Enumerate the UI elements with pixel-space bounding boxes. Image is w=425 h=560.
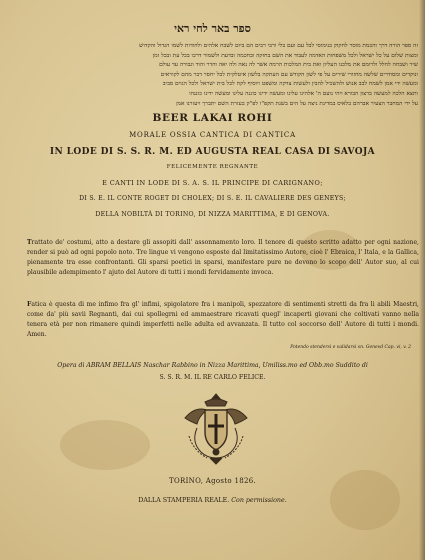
author-line: Opera di ABRAM BELLAIS Naschar Rabbino in Nizza Marittima, Umiliss.mo ed Obb.mo Suddito di bbox=[57, 362, 368, 369]
dedication-line: IN LODE DI S. S. R. M. ED AUGUSTA REAL CASA DI SAVOJA bbox=[49, 147, 376, 157]
nobilta-line: DELLA NOBILTÀ DI TORINO, DI NIZZA MARITTIMA, E DI GENOVA. bbox=[95, 211, 330, 218]
paper-stain bbox=[60, 420, 150, 470]
paragraph-one-text: rattato de' costumi, atto a destare gli assopiti dall' assonnamento loro. Il tenore di questo scritto adatto per ogni nazione, render si può ad ogni popolo noto. Tre lingue vi vengono esposte dal limitatissimo Autore, cioè l' Ebraica, l' Itala, e la Gallica, pienamente tra esse confrontanti. Gli sparsi poetici in sparsi, manifestare pure ne devono lo scopo dell' Autor suo, al cui plausibile adempimento l' ajuto del Autore di tutti i mondi fervidamente invoca. bbox=[27, 239, 419, 276]
printer-name: DALLA STAMPERIA REALE. bbox=[138, 497, 230, 504]
page-edge-shadow bbox=[419, 0, 425, 560]
printer-permission: Con permissione. bbox=[231, 497, 287, 504]
place-date: TORINO, Agosto 1826. bbox=[169, 477, 256, 485]
felicemente-line: FELICEMENTE REGNANTE bbox=[166, 164, 259, 170]
main-title: BEER LAKAI ROHI bbox=[152, 112, 273, 124]
hebrew-line: ומעשה ידי אמן לשמח לבב אנוש ולהשכיל להבין ולעשות צדקה ומשפט ויוסיף לקח לכל בית ישראל ולכל הגוים סביב bbox=[162, 81, 418, 88]
permission-note: Potendo stendersi e validarsi sn. Genevd Cap. vi, v. 2 bbox=[290, 345, 411, 350]
hebrew-line: ותצא הלכה למעשה ברצון הבורא ויהי נועם ה' אלהינו עלינו ומעשה ידינו כוננה עלינו ומעשה ידינו כוננהו bbox=[189, 90, 418, 97]
drop-cap: F bbox=[27, 301, 32, 308]
hebrew-title: ספר באר לחי ראי bbox=[174, 22, 251, 35]
printer-line bbox=[0, 497, 425, 504]
hebrew-line: ונוקדים ומסודרים שלשה מחזורי שירים על פי לשון הקודש עם העתקה בלשון איטלקית לבל יחסר דבר מהם לקוראים bbox=[160, 71, 418, 78]
hebrew-introduction bbox=[28, 42, 418, 118]
subtitle: MORALE OSSIA CANTICA DI CANTICA bbox=[129, 131, 296, 139]
paragraph-one bbox=[27, 238, 419, 278]
hebrew-line: זה ספר הורה דרך והכמת מוסר לחקוק בנימוסי לבל עם ועם בלי ורבי רבים הם ביום לשבח אלהים ולהודות לשמו הגדול והקדוש bbox=[139, 43, 418, 49]
paragraph-two-text: atica è questa di me infimo fra gl' infimi, spigolatore fra i manipoli, spezzatore di sentimenti stretti da fra li abili Maestri, come da' più savii Regnanti, dai cui spollegrni ed ammaestrare ricavati quegl' incaperti giovani che coltivati vanno nella tenera età per non rimanere quindi imperfetti nelle adulta ed avvanzata. Il tutto col soccorso dell' Autore di tutti i mondi. Amen. bbox=[27, 301, 419, 338]
hebrew-line: ומצות שלום על כל ישראל ולכל משפחות האדמה לעבוד את השם בחזקה ובחכמה ובדעת ולשמור דרכו בכל עת ובכל זמן bbox=[152, 52, 418, 59]
king-line: S. S. R. M. IL RE CARLO FELICE. bbox=[159, 374, 266, 381]
paragraph-two bbox=[27, 300, 419, 340]
principe-line: E CANTI IN LODE DI S. A. S. IL PRINCIPE DI CARIGNANO; bbox=[102, 179, 323, 187]
drop-cap: T bbox=[27, 239, 32, 246]
conti-line: DI S. E. IL CONTE ROGET DI CHOLEX; DI S. E. IL CAVALIERE DES GENEYS; bbox=[79, 195, 346, 202]
savoy-coat-of-arms-icon bbox=[177, 388, 255, 466]
hebrew-line: על ידי המחבר הצעיר אברהם בלאיס במדינת ניצה על הים בשנת תקפ"ו לפ"ק בעזרת השם יתברך ויעזרנו אמן bbox=[176, 100, 418, 107]
hebrew-line: שיר ושבחה להלל ולרומם את מלכנו העליון ואת בית המלכות הרמה אשר לה נאה ולה יאה והדר והוד וגבורה עד עולם bbox=[159, 62, 418, 69]
